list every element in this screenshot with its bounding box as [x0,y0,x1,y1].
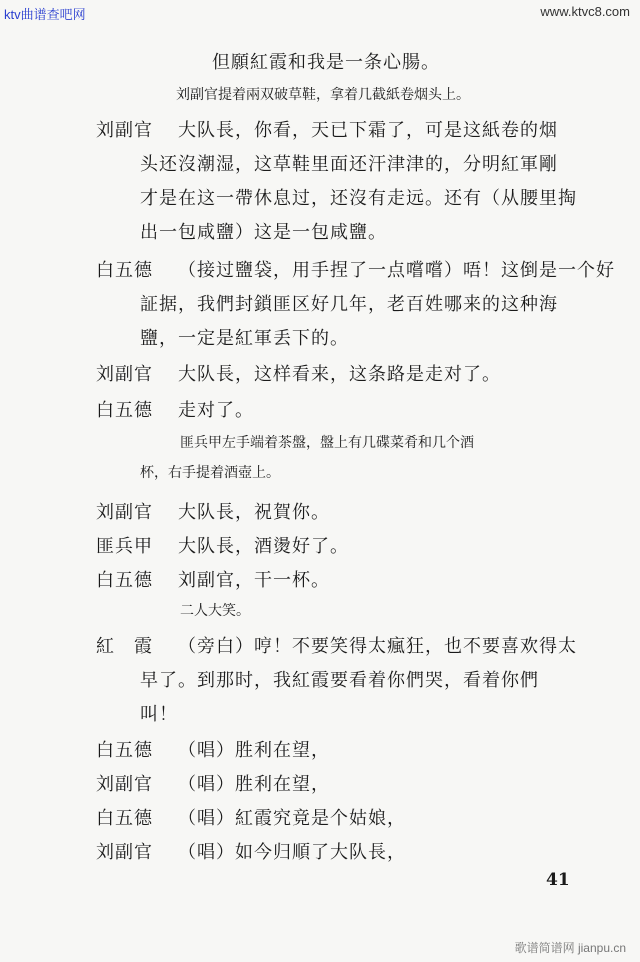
page-number: 41 [546,870,570,890]
watermark-bottom-right: 歌谱简谱网 jianpu.cn [514,941,626,955]
watermark-top-right: www.ktvc8.com [540,4,630,19]
dialogue-line: 早了。到那时，我紅霞要看着你們哭，看着你們 [140,670,539,691]
dialogue-line: 大队長，你看，天已下霜了，可是这紙卷的烟 [178,120,558,141]
speaker-label: 白五德 [96,400,153,421]
dialogue-line: 刘副官，干一杯。 [178,570,330,591]
speaker-label: 白五德 [96,570,153,591]
speaker-label: 白五德 [96,740,153,761]
dialogue-line: 大队長，这样看来，这条路是走对了。 [178,364,501,385]
dialogue-line: （接过鹽袋，用手捏了一点嚐嚐）唔！这倒是一个好 [178,260,615,281]
dialogue-line: （旁白）哼！不要笑得太瘋狂，也不要喜欢得太 [178,636,577,657]
stage-direction: 二人大笑。 [180,603,250,619]
speaker-label: 刘副官 [96,774,153,795]
stage-direction: 刘副官提着兩双破草鞋，拿着几截紙卷烟头上。 [176,87,470,103]
speaker-label: 刘副官 [96,120,153,141]
speaker-label: 刘副官 [96,842,153,863]
speaker-label: 刘副官 [96,502,153,523]
speaker-label: 紅 霞 [96,636,153,657]
verse-line: 但願紅霞和我是一条心腸。 [212,52,440,73]
stage-direction: 杯，右手提着酒壺上。 [140,465,280,481]
dialogue-line: （唱）紅霞究竟是个姑娘， [178,808,406,829]
dialogue-line: 大队長，祝賀你。 [178,502,330,523]
dialogue-line: （唱）胜利在望， [178,774,330,795]
stage-direction: 匪兵甲左手端着茶盤，盤上有几碟菜肴和几个酒 [180,435,474,451]
speaker-label: 刘副官 [96,364,153,385]
dialogue-line: 走对了。 [178,400,254,421]
dialogue-line: 才是在这一帶休息过，还沒有走远。还有（从腰里掏 [140,188,577,209]
dialogue-line: 大队長，酒燙好了。 [178,536,349,557]
dialogue-line: 証据，我們封鎖匪区好几年，老百姓哪来的这种海 [140,294,558,315]
dialogue-line: 出一包咸鹽）这是一包咸鹽。 [140,222,387,243]
speaker-label: 白五德 [96,808,153,829]
speaker-label: 白五德 [96,260,153,281]
dialogue-line: （唱）胜利在望， [178,740,330,761]
dialogue-line: （唱）如今归順了大队長， [178,842,406,863]
watermark-top-left: ktv曲谱查吧网 [4,7,86,22]
dialogue-line: 叫！ [140,704,178,725]
speaker-label: 匪兵甲 [96,536,153,557]
dialogue-line: 鹽，一定是紅軍丢下的。 [140,328,349,349]
dialogue-line: 头还沒潮湿，这草鞋里面还汗津津的，分明紅軍剛 [140,154,558,175]
